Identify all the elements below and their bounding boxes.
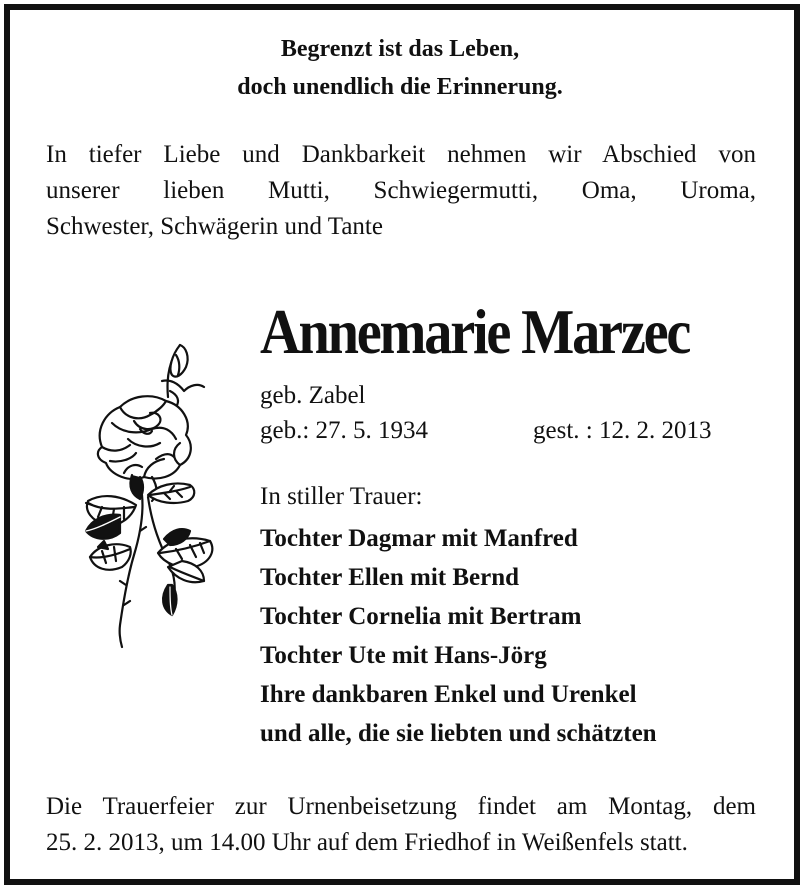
death-date: gest. : 12. 2. 2013 (533, 417, 712, 444)
intro-line-2: unserer lieben Mutti, Schwiegermutti, Oma, Uroma, (46, 177, 756, 204)
motto (0, 30, 800, 106)
rose-icon (40, 335, 240, 650)
birth-date: geb.: 27. 5. 1934 (260, 417, 429, 444)
deceased-name: Annemarie Marzec (260, 296, 690, 367)
mourner-item: und alle, die sie liebten und schätzten (260, 720, 657, 747)
mourner-item: Tochter Dagmar mit Manfred (260, 525, 578, 552)
motto-line-2: doch unendlich die Erinnerung. (237, 74, 563, 100)
mourner-item: Tochter Cornelia mit Bertram (260, 603, 582, 630)
funeral-line-2: 25. 2. 2013, um 14.00 Uhr auf dem Friedhof in Weißenfels statt. (46, 829, 688, 856)
funeral-info (46, 789, 756, 861)
motto-line-1: Begrenzt ist das Leben, (280, 36, 520, 62)
maiden-name: geb. Zabel (260, 382, 366, 409)
life-dates (260, 415, 712, 447)
funeral-line-1: Die Trauerfeier zur Urnenbeisetzung findet am Montag, dem (46, 793, 756, 820)
intro-text (46, 137, 756, 245)
mourning-heading: In stiller Trauer: (260, 483, 423, 510)
mourners-list (260, 519, 657, 753)
mourner-item: Tochter Ute mit Hans-Jörg (260, 642, 547, 669)
mourner-item: Ihre dankbaren Enkel und Urenkel (260, 681, 637, 708)
intro-line-1: In tiefer Liebe und Dankbarkeit nehmen wir Abschied von (46, 141, 756, 168)
intro-line-3: Schwester, Schwägerin und Tante (46, 213, 383, 240)
mourner-item: Tochter Ellen mit Bernd (260, 564, 520, 591)
